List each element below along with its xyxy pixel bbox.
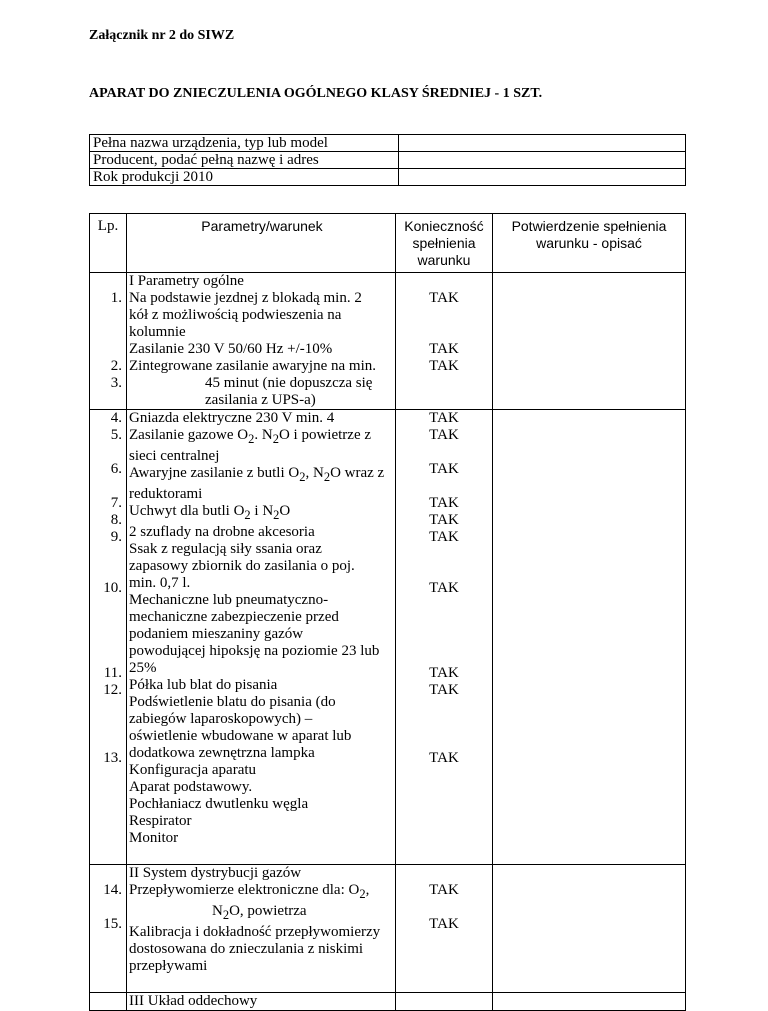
param-text: min. 0,7 l. — [129, 575, 191, 591]
param-text-part: Awaryjne zasilanie z butli O — [129, 465, 300, 481]
param-text: Ssak z regulacją siły ssania oraz — [129, 541, 322, 557]
header-parameters: Parametry/warunek — [127, 214, 396, 273]
tak-value: TAK — [429, 358, 459, 374]
param-text: zabiegów laparoskopowych) – — [129, 711, 313, 727]
tak-value: TAK — [429, 341, 459, 357]
tak-value: TAK — [429, 750, 459, 766]
section-title: II System dystrybucji gazów — [129, 865, 302, 881]
param-text: reduktorami — [129, 486, 203, 502]
confirmation-cell — [493, 410, 686, 865]
param-text-part: , N — [305, 465, 324, 481]
info-value — [399, 152, 686, 169]
param-text: Gniazda elektryczne 230 V min. 4 — [129, 410, 335, 426]
param-text: dodatkowa zewnętrzna lampka — [129, 745, 315, 761]
lp-number: 14. — [103, 882, 122, 898]
param-text: kolumnie — [129, 324, 186, 340]
param-text-part: N — [212, 903, 223, 919]
table-header-row — [90, 214, 686, 273]
param-text: zapasowy zbiornik do zasilania o poj. — [129, 558, 355, 574]
confirmation-cell — [493, 273, 686, 410]
lp-number: 8. — [110, 512, 122, 528]
subscript: 2 — [272, 432, 279, 446]
section-title: I Parametry ogólne — [129, 273, 244, 289]
param-text-part: Uchwyt dla butli O — [129, 503, 245, 519]
lp-number: 3. — [110, 375, 122, 391]
param-text: dostosowana do znieczulania z niskimi — [129, 941, 364, 957]
table-row — [90, 993, 686, 1011]
tak-value: TAK — [429, 665, 459, 681]
param-text: zasilania z UPS-a) — [205, 392, 316, 408]
tak-value: TAK — [429, 529, 459, 545]
tak-value: TAK — [429, 580, 459, 596]
info-value — [399, 135, 686, 152]
lp-number: 11. — [103, 665, 122, 681]
info-row — [90, 152, 686, 169]
param-text: Aparat podstawowy. — [129, 779, 253, 795]
lp-cell — [90, 410, 127, 865]
header-confirmation-line: warunku - opisać — [536, 235, 642, 251]
param-text-part: O, powietrza — [229, 903, 307, 919]
tak-value: TAK — [429, 410, 459, 426]
param-text: Mechaniczne lub pneumatyczno- — [129, 592, 329, 608]
param-text: 25% — [129, 660, 157, 676]
section-title: III Układ oddechowy — [129, 993, 258, 1009]
param-text-part: O wraz z — [330, 465, 385, 481]
param-text: Respirator — [129, 813, 192, 829]
info-value — [399, 169, 686, 186]
lp-number: 12. — [103, 682, 122, 698]
param-text-part: i N — [250, 503, 274, 519]
info-label: Pełna nazwa urządzenia, typ lub model — [90, 135, 399, 152]
param-text — [129, 503, 395, 524]
tak-value: TAK — [429, 512, 459, 528]
lp-number: 15. — [103, 916, 122, 932]
annex-label: Załącznik nr 2 do SIWZ — [89, 28, 235, 43]
info-row — [90, 169, 686, 186]
header-lp: Lp. — [90, 214, 127, 273]
param-text: mechaniczne zabezpieczenie przed — [129, 609, 339, 625]
param-text: powodującej hipoksję na poziomie 23 lub — [129, 643, 380, 659]
param-text: Na podstawie jezdnej z blokadą min. 2 — [129, 290, 362, 306]
lp-number: 10. — [103, 580, 122, 596]
confirmation-cell — [493, 865, 686, 993]
subscript: 2 — [299, 470, 306, 484]
info-row — [90, 135, 686, 152]
lp-number: 2. — [110, 358, 122, 374]
lp-number: 6. — [110, 461, 122, 477]
lp-cell — [90, 993, 127, 1011]
param-text-part: Zasilanie gazowe O — [129, 427, 249, 443]
info-label: Rok produkcji 2010 — [90, 169, 399, 186]
subscript: 2 — [244, 508, 251, 522]
lp-number: 7. — [110, 495, 122, 511]
parameter-cell — [127, 865, 396, 993]
param-text: 2 szuflady na drobne akcesoria — [129, 524, 315, 540]
parameter-cell — [127, 273, 396, 410]
param-text: podaniem mieszaniny gazów — [129, 626, 304, 642]
necessity-cell — [396, 993, 493, 1011]
param-text: 45 minut (nie dopuszcza się — [205, 375, 373, 391]
confirmation-cell — [493, 993, 686, 1011]
tak-value: TAK — [429, 290, 459, 306]
param-text — [129, 465, 395, 486]
param-text: kół z możliwością podwieszenia na — [129, 307, 342, 323]
subscript: 2 — [273, 508, 280, 522]
param-text-part: Przepływomierze elektroniczne dla: O — [129, 882, 360, 898]
necessity-cell — [396, 410, 493, 865]
param-text: przepływami — [129, 958, 208, 974]
param-text-part: . N — [254, 427, 273, 443]
tak-value: TAK — [429, 916, 459, 932]
param-text: Monitor — [129, 830, 179, 846]
parameter-cell — [127, 993, 396, 1011]
param-text: Konfiguracja aparatu — [129, 762, 257, 778]
info-label: Producent, podać pełną nazwę i adres — [90, 152, 399, 169]
lp-number: 9. — [110, 529, 122, 545]
param-text: Pochłaniacz dwutlenku węgla — [129, 796, 309, 812]
param-text-part: , — [365, 882, 370, 898]
param-text — [129, 903, 395, 924]
param-text: sieci centralnej — [129, 448, 220, 464]
subscript: 2 — [359, 887, 366, 901]
param-text: Podświetlenie blatu do pisania (do — [129, 694, 336, 710]
tak-value: TAK — [429, 461, 459, 477]
param-text: Półka lub blat do pisania — [129, 677, 278, 693]
header-necessity — [396, 214, 493, 273]
param-text: Zintegrowane zasilanie awaryjne na min. — [129, 358, 376, 374]
table-row — [90, 865, 686, 993]
necessity-cell — [396, 273, 493, 410]
subscript: 2 — [222, 908, 230, 922]
param-text: Zasilanie 230 V 50/60 Hz +/-10% — [129, 341, 333, 357]
lp-number: 1. — [110, 290, 122, 306]
lp-number: 4. — [110, 410, 122, 426]
subscript: 2 — [323, 470, 331, 484]
param-text — [129, 427, 395, 448]
device-info-table — [89, 134, 686, 186]
necessity-cell — [396, 865, 493, 993]
param-text: oświetlenie wbudowane w aparat lub — [129, 728, 352, 744]
header-necessity-line: spełnienia — [412, 235, 476, 251]
lp-cell — [90, 273, 127, 410]
tak-value: TAK — [429, 682, 459, 698]
table-row — [90, 410, 686, 865]
header-confirmation-line: Potwierdzenie spełnienia — [511, 218, 667, 234]
subscript: 2 — [248, 432, 255, 446]
tak-value: TAK — [429, 882, 459, 898]
param-text — [129, 882, 395, 903]
tak-value: TAK — [429, 495, 459, 511]
param-text-part: O — [279, 503, 291, 519]
header-necessity-line: Konieczność — [404, 218, 484, 234]
param-text: Kalibracja i dokładność przepływomierzy — [129, 924, 381, 940]
parameter-cell — [127, 410, 396, 865]
lp-cell — [90, 865, 127, 993]
lp-number: 13. — [103, 750, 122, 766]
header-necessity-line: warunku — [417, 252, 471, 268]
parameters-table — [89, 213, 686, 1011]
lp-number: 5. — [110, 427, 122, 443]
tak-value: TAK — [429, 427, 459, 443]
param-text-part: O i powietrze z — [278, 427, 372, 443]
header-confirmation — [493, 214, 686, 273]
table-row — [90, 273, 686, 410]
document-title: APARAT DO ZNIECZULENIA OGÓLNEGO KLASY ŚREDNIEJ - 1 SZT. — [89, 86, 543, 101]
